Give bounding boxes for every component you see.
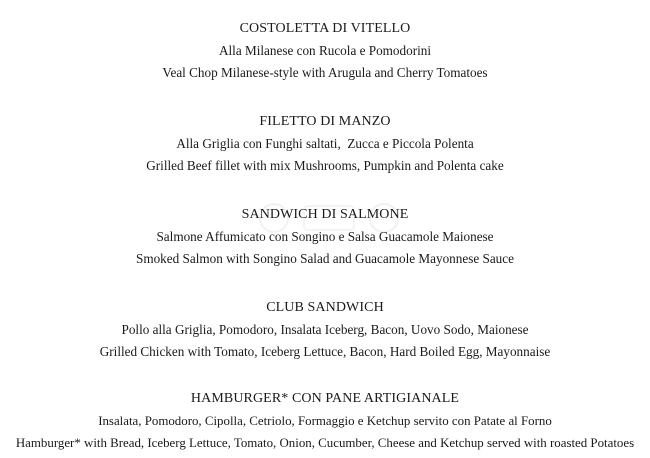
dish-description-english: Grilled Chicken with Tomato, Iceberg Lettuce, Bacon, Hard Boiled Egg, Mayonnaise bbox=[99, 344, 551, 359]
dish-title: CLUB SANDWICH bbox=[266, 300, 384, 315]
dish-description-italian: Alla Griglia con Funghi saltati, Zucca e Piccola Polenta bbox=[176, 136, 474, 151]
dish-title: HAMBURGER* CON PANE ARTIGIANALE bbox=[190, 391, 460, 406]
menu-item-sandwich-salmone bbox=[0, 204, 650, 270]
dish-description-english: Grilled Beef fillet with mix Mushrooms, Pumpkin and Polenta cake bbox=[146, 158, 504, 173]
dish-title: COSTOLETTA DI VITELLO bbox=[239, 21, 411, 36]
dish-description-italian: Insalata, Pomodoro, Cipolla, Cetriolo, Formaggio e Ketchup servito con Patate al Forno bbox=[98, 414, 552, 428]
menu-item-hamburger bbox=[0, 388, 650, 454]
menu-item-club-sandwich bbox=[0, 297, 650, 363]
dish-description-english: Veal Chop Milanese-style with Arugula and Cherry Tomatoes bbox=[162, 65, 488, 80]
dish-description-english: Hamburger* with Bread, Iceberg Lettuce, Tomato, Onion, Cucumber, Cheese and Ketchup served with roasted Potatoes bbox=[15, 436, 635, 450]
dish-description-italian: Pollo alla Griglia, Pomodoro, Insalata Iceberg, Bacon, Uovo Sodo, Maionese bbox=[121, 322, 529, 337]
dish-description-italian: Alla Milanese con Rucola e Pomodorini bbox=[218, 43, 432, 58]
dish-description-italian: Salmone Affumicato con Songino e Salsa Guacamole Maionese bbox=[156, 229, 494, 244]
menu-item-costoletta bbox=[0, 18, 650, 84]
dish-title: SANDWICH DI SALMONE bbox=[241, 207, 409, 222]
dish-title: FILETTO DI MANZO bbox=[259, 114, 391, 129]
dish-description-english: Smoked Salmon with Songino Salad and Guacamole Mayonnese Sauce bbox=[136, 251, 514, 266]
menu-item-filetto bbox=[0, 111, 650, 177]
